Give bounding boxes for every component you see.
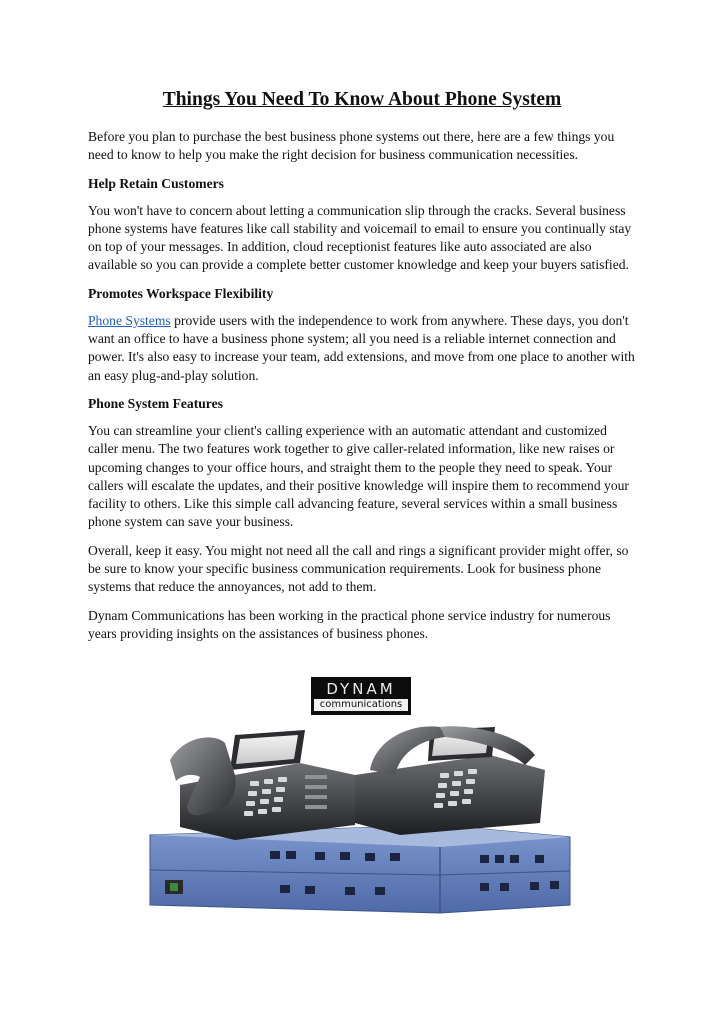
logo-subtitle: communications [314,699,409,711]
logo-wordmark: DYNAM [326,679,396,698]
section-heading-retain-customers: Help Retain Customers [88,175,224,191]
article [88,88,636,653]
section-heading-phone-features: Phone System Features [88,395,223,411]
section-body-phone-features: You can streamline your client's calling experience with an automatic attendant and customized caller menu. The two features work together to give caller-related information, like new raises or upcoming changes to your office hours, and straight them to the people they need to speak. Your callers will escalate the updates, and their positive knowledge will inspire them to recommend your facility to others. Like this simple call advancing feature, several services within a small business phone system can save your business. [88,422,629,530]
right-desk-phone [355,726,545,835]
section-heading-workspace-flexibility: Promotes Workspace Flexibility [88,285,274,301]
intro-paragraph: Before you plan to purchase the best business phone systems out there, here are a few things you need to know to help you make the right decision for business communication necessities. [88,129,615,163]
left-desk-phone [170,730,355,840]
section-body-retain-customers: You won't have to concern about letting a communication slip through the cracks. Several business phone systems have features like call stability and voicemail to email to ensure you continually stay on top of your messages. In addition, cloud receptionist features like auto associated are also available so you can provide a complete better customer knowledge and keep your buyers satisfied. [88,202,632,273]
office-phones-and-pbx-image [140,715,580,915]
phone-systems-link[interactable]: Phone Systems [88,312,171,328]
section-body-workspace-flexibility-text: provide users with the independence to work from anywhere. These days, you don't want an office to have a business phone system; all you need is a reliable internet connection and power. It's also easy to increase your team, add extensions, and move from one place to another with an easy plug-and-play solution. [88,312,635,383]
section-body-workspace-flexibility [88,312,636,385]
page-title: Things You Need To Know About Phone System [162,89,562,110]
closing-paragraph-2: Dynam Communications has been working in the practical phone service industry for numerous years providing insights on the assistances of business phones. [88,607,611,641]
closing-paragraph-1: Overall, keep it easy. You might not need all the call and rings a significant provider might offer, so be sure to know your specific business communication requirements. Look for business phone systems that reduce the annoyances, not add to them. [88,542,629,595]
dynam-logo [311,677,411,715]
pbx-unit [150,825,570,913]
